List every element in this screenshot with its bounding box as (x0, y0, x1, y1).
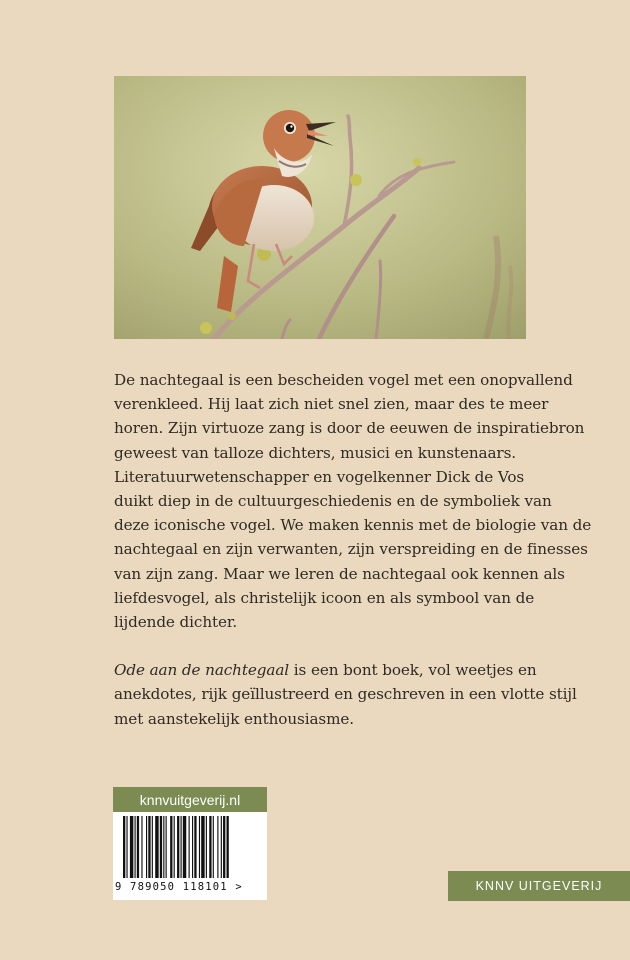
blurb-line: anekdotes, rijk geïllustreerd en geschreven in een vlotte stijl (114, 685, 577, 704)
barcode-bar (189, 816, 190, 878)
barcode-bar (130, 816, 133, 878)
isbn-barcode (113, 812, 267, 900)
barcode-bar (146, 816, 147, 878)
barcode-icon (113, 812, 267, 882)
barcode-bar (126, 816, 127, 878)
barcode-bar (160, 816, 162, 878)
isbn-number: 9 789050 118101 > (115, 881, 243, 893)
barcode-bar (217, 816, 218, 878)
barcode-bar (166, 816, 167, 878)
barcode-bar (170, 816, 172, 878)
website-label: knnvuitgeverij.nl (113, 787, 267, 812)
book-title-italic: Ode aan de nachtegaal (114, 661, 290, 680)
barcode-bar (223, 816, 225, 878)
publisher-label: KNNV UITGEVERIJ (448, 871, 630, 901)
cover-photo-nightingale (114, 76, 526, 339)
blurb-line: Literatuurwetenschapper en vogelkenner Dick de Vos (114, 467, 525, 486)
barcode-bar (163, 816, 164, 878)
back-cover-blurb (114, 368, 592, 731)
barcode-bar (174, 816, 175, 878)
barcode-bar (137, 816, 139, 878)
blurb-paragraph-2 (114, 658, 577, 731)
barcode-bar (148, 816, 150, 878)
barcode-bar (181, 816, 182, 878)
blurb-line: deze iconische vogel. We maken kennis met de biologie van de (114, 516, 592, 535)
barcode-bar (152, 816, 153, 878)
blurb-line: geweest van talloze dichters, musici en kunstenaars. (114, 443, 517, 462)
blurb-line (114, 658, 537, 682)
barcode-bar (192, 816, 193, 878)
barcode-bar (123, 816, 125, 878)
barcode-bar (201, 816, 204, 878)
blurb-line: lijdende dichter. (114, 613, 238, 632)
barcode-bar (135, 816, 136, 878)
barcode-bar (177, 816, 179, 878)
barcode-bar (183, 816, 186, 878)
blurb-line: verenkleed. Hij laat zich niet snel zien, maar des te meer (114, 395, 549, 414)
barcode-bar (206, 816, 207, 878)
barcode-bar (194, 816, 196, 878)
barcode-bar (227, 816, 229, 878)
blurb-line: nachtegaal en zijn verwanten, zijn verspreiding en de finesses (114, 540, 588, 559)
blurb-line: van zijn zang. Maar we leren de nachtegaal ook kennen als (114, 564, 565, 583)
blurb-line: met aanstekelijk enthousiasme. (114, 709, 355, 728)
blurb-line: horen. Zijn virtuoze zang is door de eeuwen de inspiratiebron (114, 419, 585, 438)
barcode-bar (221, 816, 222, 878)
blurb-line: De nachtegaal is een bescheiden vogel met een onopvallend (114, 371, 573, 389)
barcode-bar (155, 816, 158, 878)
barcode-bar (199, 816, 200, 878)
barcode-bar (141, 816, 142, 878)
blurb-line: duikt diep in de cultuurgeschiedenis en de symboliek van (114, 492, 552, 511)
barcode-bar (209, 816, 211, 878)
blurb-line: liefdesvogel, als christelijk icoon en als symbool van de (114, 588, 535, 607)
barcode-bar (213, 816, 214, 878)
nightingale-icon (114, 76, 526, 339)
blurb-line-rest: is een bont boek, vol weetjes en (289, 661, 537, 680)
blurb-paragraph-1 (114, 368, 592, 634)
